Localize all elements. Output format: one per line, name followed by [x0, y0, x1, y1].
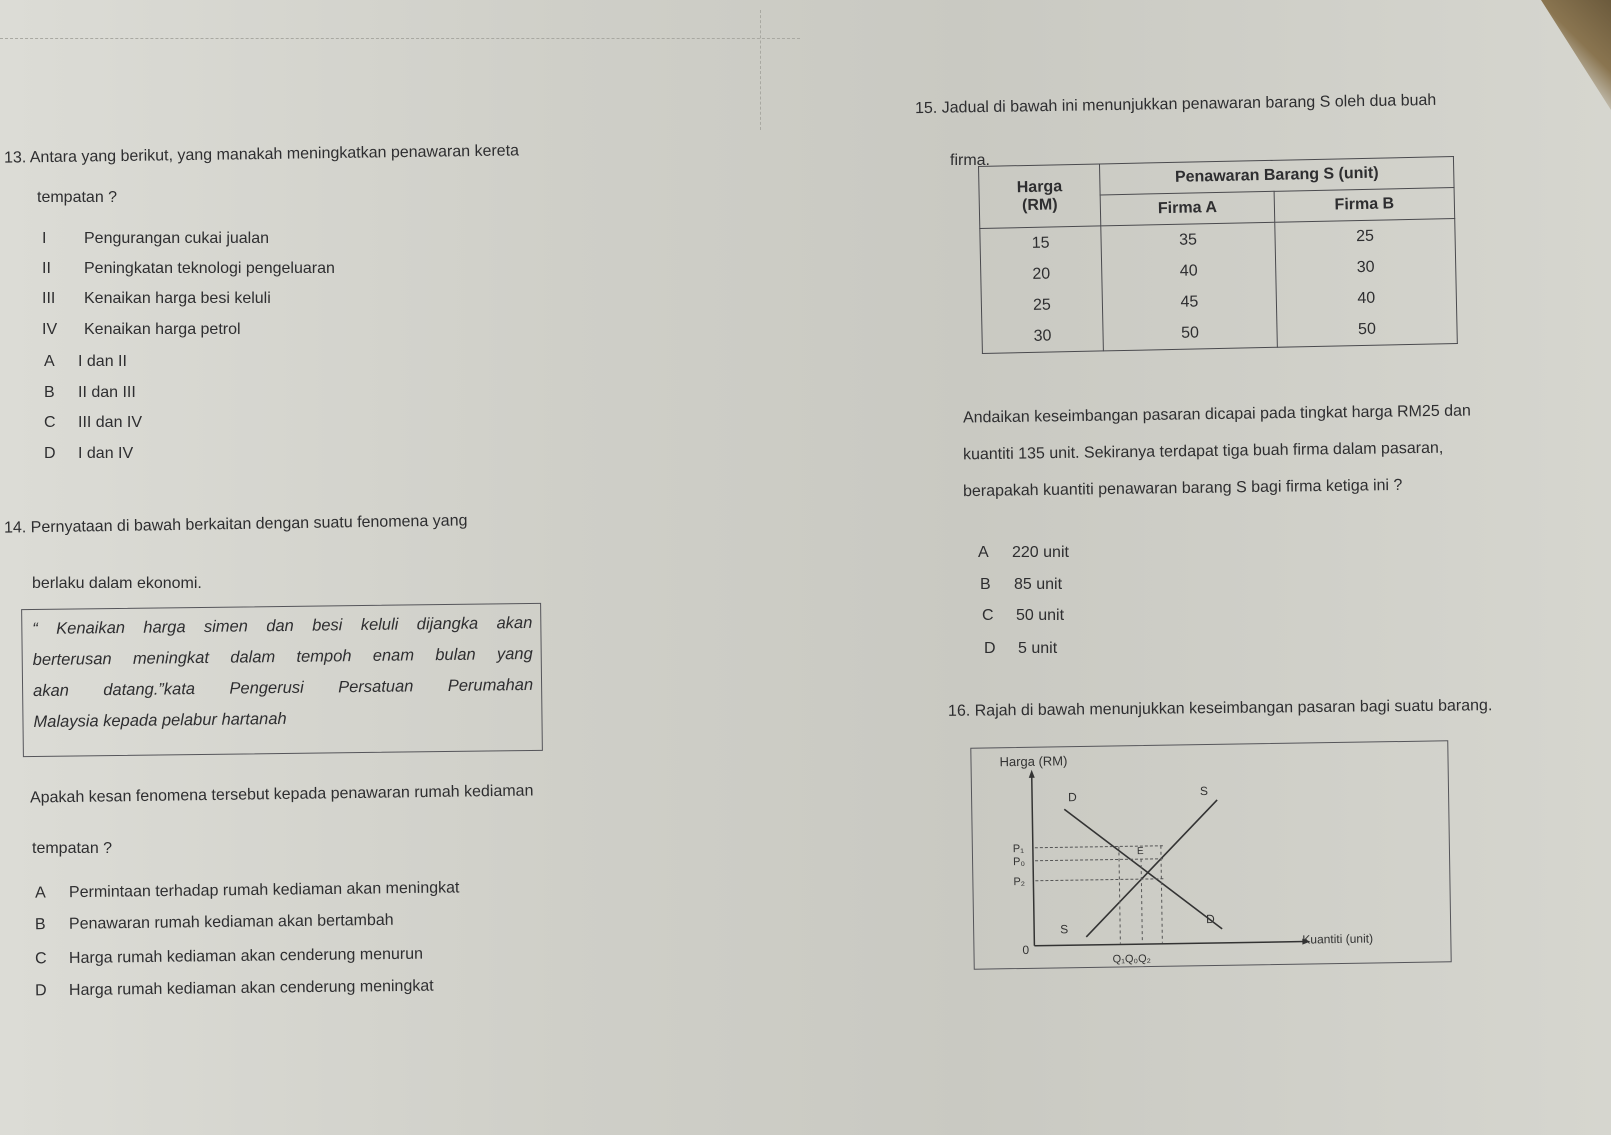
option-text: I dan IV [78, 445, 134, 462]
q15-supply-table [978, 156, 1458, 354]
q13-statement [42, 260, 335, 278]
option-text: Harga rumah kediaman akan cenderung meningkat [68, 977, 434, 1000]
price-line-p0 [1035, 859, 1163, 861]
page-divider-top [0, 38, 800, 39]
paper-shadow [1541, 0, 1611, 110]
q14-option-d [35, 978, 434, 1001]
option-text: Penawaran rumah kediaman akan bertambah [68, 911, 394, 933]
q15-option-c [982, 607, 1064, 625]
demand-label-bottom: D [1205, 911, 1215, 927]
q13-option-a [44, 353, 127, 371]
header-price-line2: (RM) [1021, 195, 1058, 214]
price-column [980, 226, 1104, 354]
supply-label-top: S [1199, 784, 1209, 799]
q13-statement [42, 230, 269, 248]
quote-line: Malaysia kepada pelabur hartanah [33, 709, 287, 732]
q13-stem-line2: tempatan ? [37, 189, 118, 206]
price-line-p2 [1035, 879, 1163, 881]
q14-question-line2: tempatan ? [32, 840, 113, 857]
q13-option-d [44, 445, 133, 463]
firm-a-column [1101, 222, 1278, 351]
quote-line: “ Kenaikan harga simen dan besi keluli dijangka akan [32, 613, 533, 639]
firm-b-cell: 50 [1357, 320, 1377, 339]
option-key: C [34, 950, 47, 968]
table-header-firm-b: Firma B [1274, 188, 1455, 223]
option-key: A [34, 884, 46, 902]
q15-option-a [978, 544, 1069, 562]
q14-question-line1: Apakah kesan fenomena tersebut kepada penawaran rumah kediaman [29, 782, 534, 807]
option-text: 5 unit [1018, 640, 1058, 657]
price-label-p2: P₂ [1013, 875, 1026, 889]
firm-a-cell: 40 [1179, 262, 1198, 280]
q15-option-b [980, 576, 1062, 594]
option-text: Permintaan terhadap rumah kediaman akan meningkat [68, 879, 460, 902]
option-key: B [34, 916, 46, 934]
option-key: A [44, 353, 55, 370]
option-text: I dan II [78, 353, 127, 370]
origin-label: 0 [1022, 942, 1030, 957]
q15-paragraph-line2: kuantiti 135 unit. Sekiranya terdapat tiga buah firma dalam pasaran, [962, 439, 1444, 464]
price-cell: 25 [1032, 296, 1052, 314]
q16-graph-box [970, 740, 1451, 969]
option-text: III dan IV [78, 414, 143, 431]
q14-stem-line1: 14. Pernyataan di bawah berkaitan dengan suatu fenomena yang [3, 512, 468, 537]
price-label-p1: P₁ [1012, 842, 1025, 856]
demand-label-top: D [1067, 790, 1077, 805]
statement-text: Kenaikan harga besi keluli [84, 290, 271, 307]
equilibrium-label: E [1136, 846, 1144, 858]
price-cell: 30 [1033, 327, 1052, 345]
demand-curve [1064, 807, 1222, 931]
y-axis-arrow [1029, 770, 1035, 778]
price-line-p1 [1035, 846, 1163, 848]
q13-statement [42, 290, 271, 308]
q13-option-b [44, 384, 136, 402]
y-axis [1032, 776, 1035, 946]
x-axis [1034, 942, 1304, 946]
q14-option-a [35, 879, 460, 902]
quantity-labels: Q₁Q₀Q₂ [1112, 952, 1151, 966]
option-text: Harga rumah kediaman akan cenderung menurun [68, 945, 424, 967]
firm-b-column [1275, 219, 1458, 348]
option-key: C [982, 607, 994, 624]
option-text: 220 unit [1012, 544, 1069, 561]
table-row [980, 219, 1458, 354]
statement-number: II [42, 260, 51, 277]
firm-b-cell: 40 [1357, 289, 1376, 308]
option-text: II dan III [78, 384, 136, 401]
quote-line: akan datang.”kata Pengerusi Persatuan Perumahan [33, 675, 534, 701]
firm-a-cell: 50 [1180, 324, 1200, 342]
x-axis-label: Kuantiti (unit) [1302, 931, 1374, 947]
supply-label-bottom: S [1060, 922, 1069, 937]
statement-number: I [42, 230, 47, 247]
table-header-firm-a: Firma A [1100, 191, 1275, 226]
option-key: D [34, 982, 47, 1000]
statement-text: Kenaikan harga petrol [84, 321, 241, 338]
q16-stem: 16. Rajah di bawah menunjukkan keseimbangan pasaran bagi suatu barang. [947, 697, 1493, 720]
firm-a-cell: 45 [1180, 293, 1199, 311]
q15-stem-line2: firma. [950, 152, 990, 169]
table-header-price [979, 164, 1101, 229]
header-price-line1: Harga [1016, 177, 1063, 196]
q13-statement [42, 321, 241, 339]
quote-line: berterusan meningkat dalam tempoh enam bulan yang [32, 644, 533, 670]
supply-demand-diagram [971, 741, 1452, 970]
option-key: D [44, 445, 56, 462]
quantity-line-q1 [1119, 846, 1121, 943]
q15-paragraph-line1: Andaikan keseimbangan pasaran dicapai pada tingkat harga RM25 dan [962, 402, 1471, 427]
statement-text: Pengurangan cukai jualan [84, 230, 270, 247]
firm-b-cell: 25 [1355, 227, 1375, 246]
price-label-p0: P₀ [1012, 855, 1026, 869]
firm-b-cell: 30 [1356, 258, 1375, 277]
statement-number: IV [42, 321, 58, 338]
q15-option-d [984, 640, 1057, 658]
quantity-line-q0 [1141, 859, 1142, 943]
supply-curve [1084, 800, 1219, 937]
q14-stem-line2: berlaku dalam ekonomi. [32, 575, 202, 592]
option-key: B [980, 576, 991, 593]
firm-a-cell: 35 [1179, 231, 1198, 249]
q15-paragraph-line3: berapakah kuantiti penawaran barang S bagi firma ketiga ini ? [962, 476, 1403, 501]
y-axis-label: Harga (RM) [999, 753, 1068, 770]
option-key: A [978, 544, 989, 561]
q15-stem-line1: 15. Jadual di bawah ini menunjukkan penawaran barang S oleh dua buah [914, 91, 1437, 118]
option-key: D [984, 640, 996, 657]
price-cell: 15 [1031, 234, 1050, 252]
page-divider-vertical [760, 10, 761, 130]
q14-option-c [35, 946, 423, 969]
quantity-line-q2 [1161, 846, 1163, 943]
q13-option-c [44, 414, 142, 432]
price-cell: 20 [1032, 265, 1051, 283]
table-header-supply: Penawaran Barang S (unit) [1100, 157, 1455, 195]
q14-option-b [35, 912, 394, 934]
statement-number: III [42, 290, 56, 307]
option-key: C [44, 414, 56, 431]
statement-text: Peningkatan teknologi pengeluaran [84, 260, 335, 277]
q13-stem-line1: 13. Antara yang berikut, yang manakah meningkatkan penawaran kereta [3, 142, 520, 167]
option-text: 50 unit [1016, 607, 1065, 624]
option-key: B [44, 384, 55, 401]
option-text: 85 unit [1014, 576, 1063, 593]
q14-quote-box [21, 603, 543, 757]
